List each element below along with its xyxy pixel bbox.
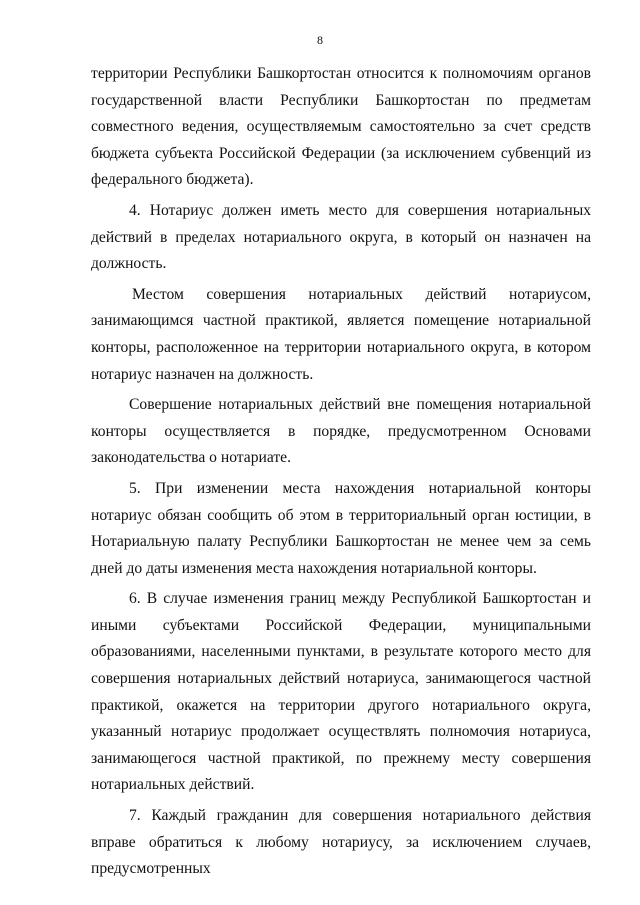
paragraph-place-of-notarial-acts: Местом совершения нотариальных действий нотариусом, занимающимся частной практикой, является помещение нотариальной конторы, расположенное на территории нотариального округа, в котором нотариус назначен на должность. [91, 285, 591, 383]
document-body [91, 61, 591, 883]
paragraph-item-4: 4. Нотариус должен иметь место для совершения нотариальных действий в пределах нотариального округа, в который он назначен на должность. [91, 201, 591, 273]
paragraph-continuation: территории Республики Башкортостан относится к полномочиям органов государственной власти Республики Башкортостан по предметам совместного ведения, осуществляемым самостоятельно за счет средств бюджета субъекта Российской Федерации (за исключением субвенций из федерального бюджета). [91, 65, 591, 189]
paragraph-item-6: 6. В случае изменения границ между Республикой Башкортостан и иными субъектами Российской Федерации, муниципальными образованиями, населенными пунктами, в результате которого место для совершения нотариальных действий нотариуса, занимающегося частной практикой, окажется на территории другого нотариального округа, указанный нотариус продолжает осуществлять полномочия нотариуса, занимающегося частной практикой, по прежнему месту совершения нотариальных действий. [91, 590, 591, 794]
paragraph-item-7: 7. Каждый гражданин для совершения нотариального действия вправе обратиться к любому нотариусу, за исключением случаев, предусмотренных [91, 807, 591, 878]
page-number: 8 [317, 33, 323, 47]
paragraph-item-5: 5. При изменении места нахождения нотариальной конторы нотариус обязан сообщить об этом в территориальный орган юстиции, в Нотариальную палату Республики Башкортостан не менее чем за семь дней до даты изменения места нахождения нотариальной конторы. [91, 479, 591, 577]
paragraph-acts-outside-office: Совершение нотариальных действий вне помещения нотариальной конторы осуществляется в порядке, предусмотренном Основами законодательства о нотариате. [91, 396, 591, 467]
